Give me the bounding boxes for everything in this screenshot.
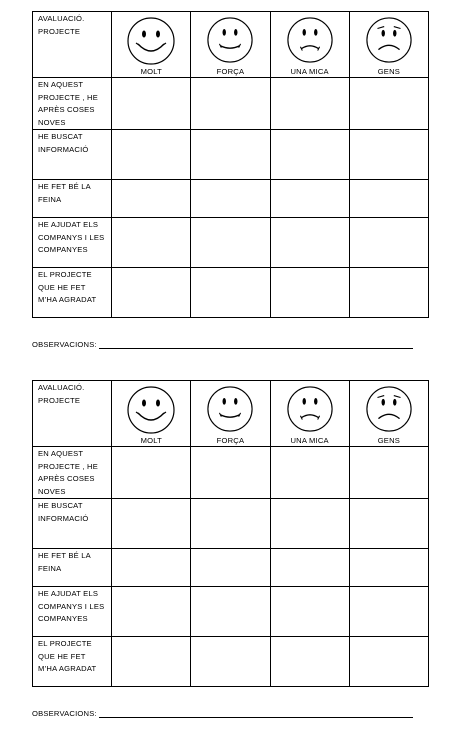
answer-cell[interactable] — [191, 218, 270, 268]
answer-cell[interactable] — [349, 268, 428, 318]
criterion-cell: HE FET BÉ LA FEINA — [33, 549, 112, 587]
face-cell-una-mica[interactable]: UNA MICA — [270, 12, 349, 78]
slight-smile-face-icon — [206, 385, 254, 433]
observations-2: OBSERVACIONS: — [32, 709, 413, 718]
evaluation-table-2 — [32, 380, 429, 687]
answer-cell[interactable] — [349, 587, 428, 637]
criterion-cell: HE BUSCAT INFORMACIÓ — [33, 499, 112, 549]
face-cell-forca[interactable]: FORÇA — [191, 12, 270, 78]
answer-cell[interactable] — [191, 447, 270, 499]
header-cell: AVALUACIÓ. PROJECTE — [33, 381, 112, 447]
answer-cell[interactable] — [112, 180, 191, 218]
criterion-cell: EL PROJECTE QUE HE FET M’HA AGRADAT — [33, 268, 112, 318]
answer-cell[interactable] — [349, 130, 428, 180]
answer-cell[interactable] — [270, 268, 349, 318]
answer-cell[interactable] — [112, 268, 191, 318]
answer-cell[interactable] — [191, 549, 270, 587]
face-cell-una-mica[interactable]: UNA MICA — [270, 381, 349, 447]
answer-cell[interactable] — [270, 447, 349, 499]
criterion-cell: HE AJUDAT ELS COMPANYS I LES COMPANYES — [33, 218, 112, 268]
answer-cell[interactable] — [349, 78, 428, 130]
observations-line[interactable] — [99, 709, 413, 718]
answer-cell[interactable] — [191, 78, 270, 130]
answer-cell[interactable] — [191, 130, 270, 180]
answer-cell[interactable] — [270, 637, 349, 687]
answer-cell[interactable] — [112, 218, 191, 268]
slight-frown-face-icon — [286, 385, 334, 433]
face-cell-gens[interactable]: GENS — [349, 381, 428, 447]
evaluation-table-1 — [32, 11, 429, 318]
answer-cell[interactable] — [191, 587, 270, 637]
answer-cell[interactable] — [112, 130, 191, 180]
answer-cell[interactable] — [270, 499, 349, 549]
answer-cell[interactable] — [191, 499, 270, 549]
answer-cell[interactable] — [349, 218, 428, 268]
criterion-cell: EL PROJECTE QUE HE FET M’HA AGRADAT — [33, 637, 112, 687]
big-smile-face-icon — [126, 16, 176, 66]
answer-cell[interactable] — [270, 218, 349, 268]
criterion-cell: EN AQUEST PROJECTE , HE APRÈS COSES NOVES — [33, 447, 112, 499]
answer-cell[interactable] — [112, 447, 191, 499]
slight-smile-face-icon — [206, 16, 254, 64]
answer-cell[interactable] — [112, 78, 191, 130]
answer-cell[interactable] — [112, 499, 191, 549]
answer-cell[interactable] — [191, 637, 270, 687]
face-cell-forca[interactable]: FORÇA — [191, 381, 270, 447]
sad-face-icon — [365, 385, 413, 433]
criterion-cell: HE AJUDAT ELS COMPANYS I LES COMPANYES — [33, 587, 112, 637]
face-cell-gens[interactable]: GENS — [349, 12, 428, 78]
sad-face-icon — [365, 16, 413, 64]
answer-cell[interactable] — [270, 180, 349, 218]
answer-cell[interactable] — [349, 447, 428, 499]
answer-cell[interactable] — [112, 587, 191, 637]
answer-cell[interactable] — [191, 268, 270, 318]
header-cell: AVALUACIÓ. PROJECTE — [33, 12, 112, 78]
criterion-cell: EN AQUEST PROJECTE , HE APRÈS COSES NOVES — [33, 78, 112, 130]
criterion-cell: HE FET BÉ LA FEINA — [33, 180, 112, 218]
face-cell-molt[interactable]: MOLT — [112, 12, 191, 78]
big-smile-face-icon — [126, 385, 176, 435]
slight-frown-face-icon — [286, 16, 334, 64]
observations-1: OBSERVACIONS: — [32, 340, 413, 349]
answer-cell[interactable] — [112, 549, 191, 587]
face-cell-molt[interactable]: MOLT — [112, 381, 191, 447]
criterion-cell: HE BUSCAT INFORMACIÓ — [33, 130, 112, 180]
answer-cell[interactable] — [349, 549, 428, 587]
answer-cell[interactable] — [270, 549, 349, 587]
answer-cell[interactable] — [191, 180, 270, 218]
answer-cell[interactable] — [112, 637, 191, 687]
answer-cell[interactable] — [270, 130, 349, 180]
answer-cell[interactable] — [349, 637, 428, 687]
observations-line[interactable] — [99, 340, 413, 349]
answer-cell[interactable] — [270, 78, 349, 130]
answer-cell[interactable] — [349, 180, 428, 218]
answer-cell[interactable] — [349, 499, 428, 549]
answer-cell[interactable] — [270, 587, 349, 637]
